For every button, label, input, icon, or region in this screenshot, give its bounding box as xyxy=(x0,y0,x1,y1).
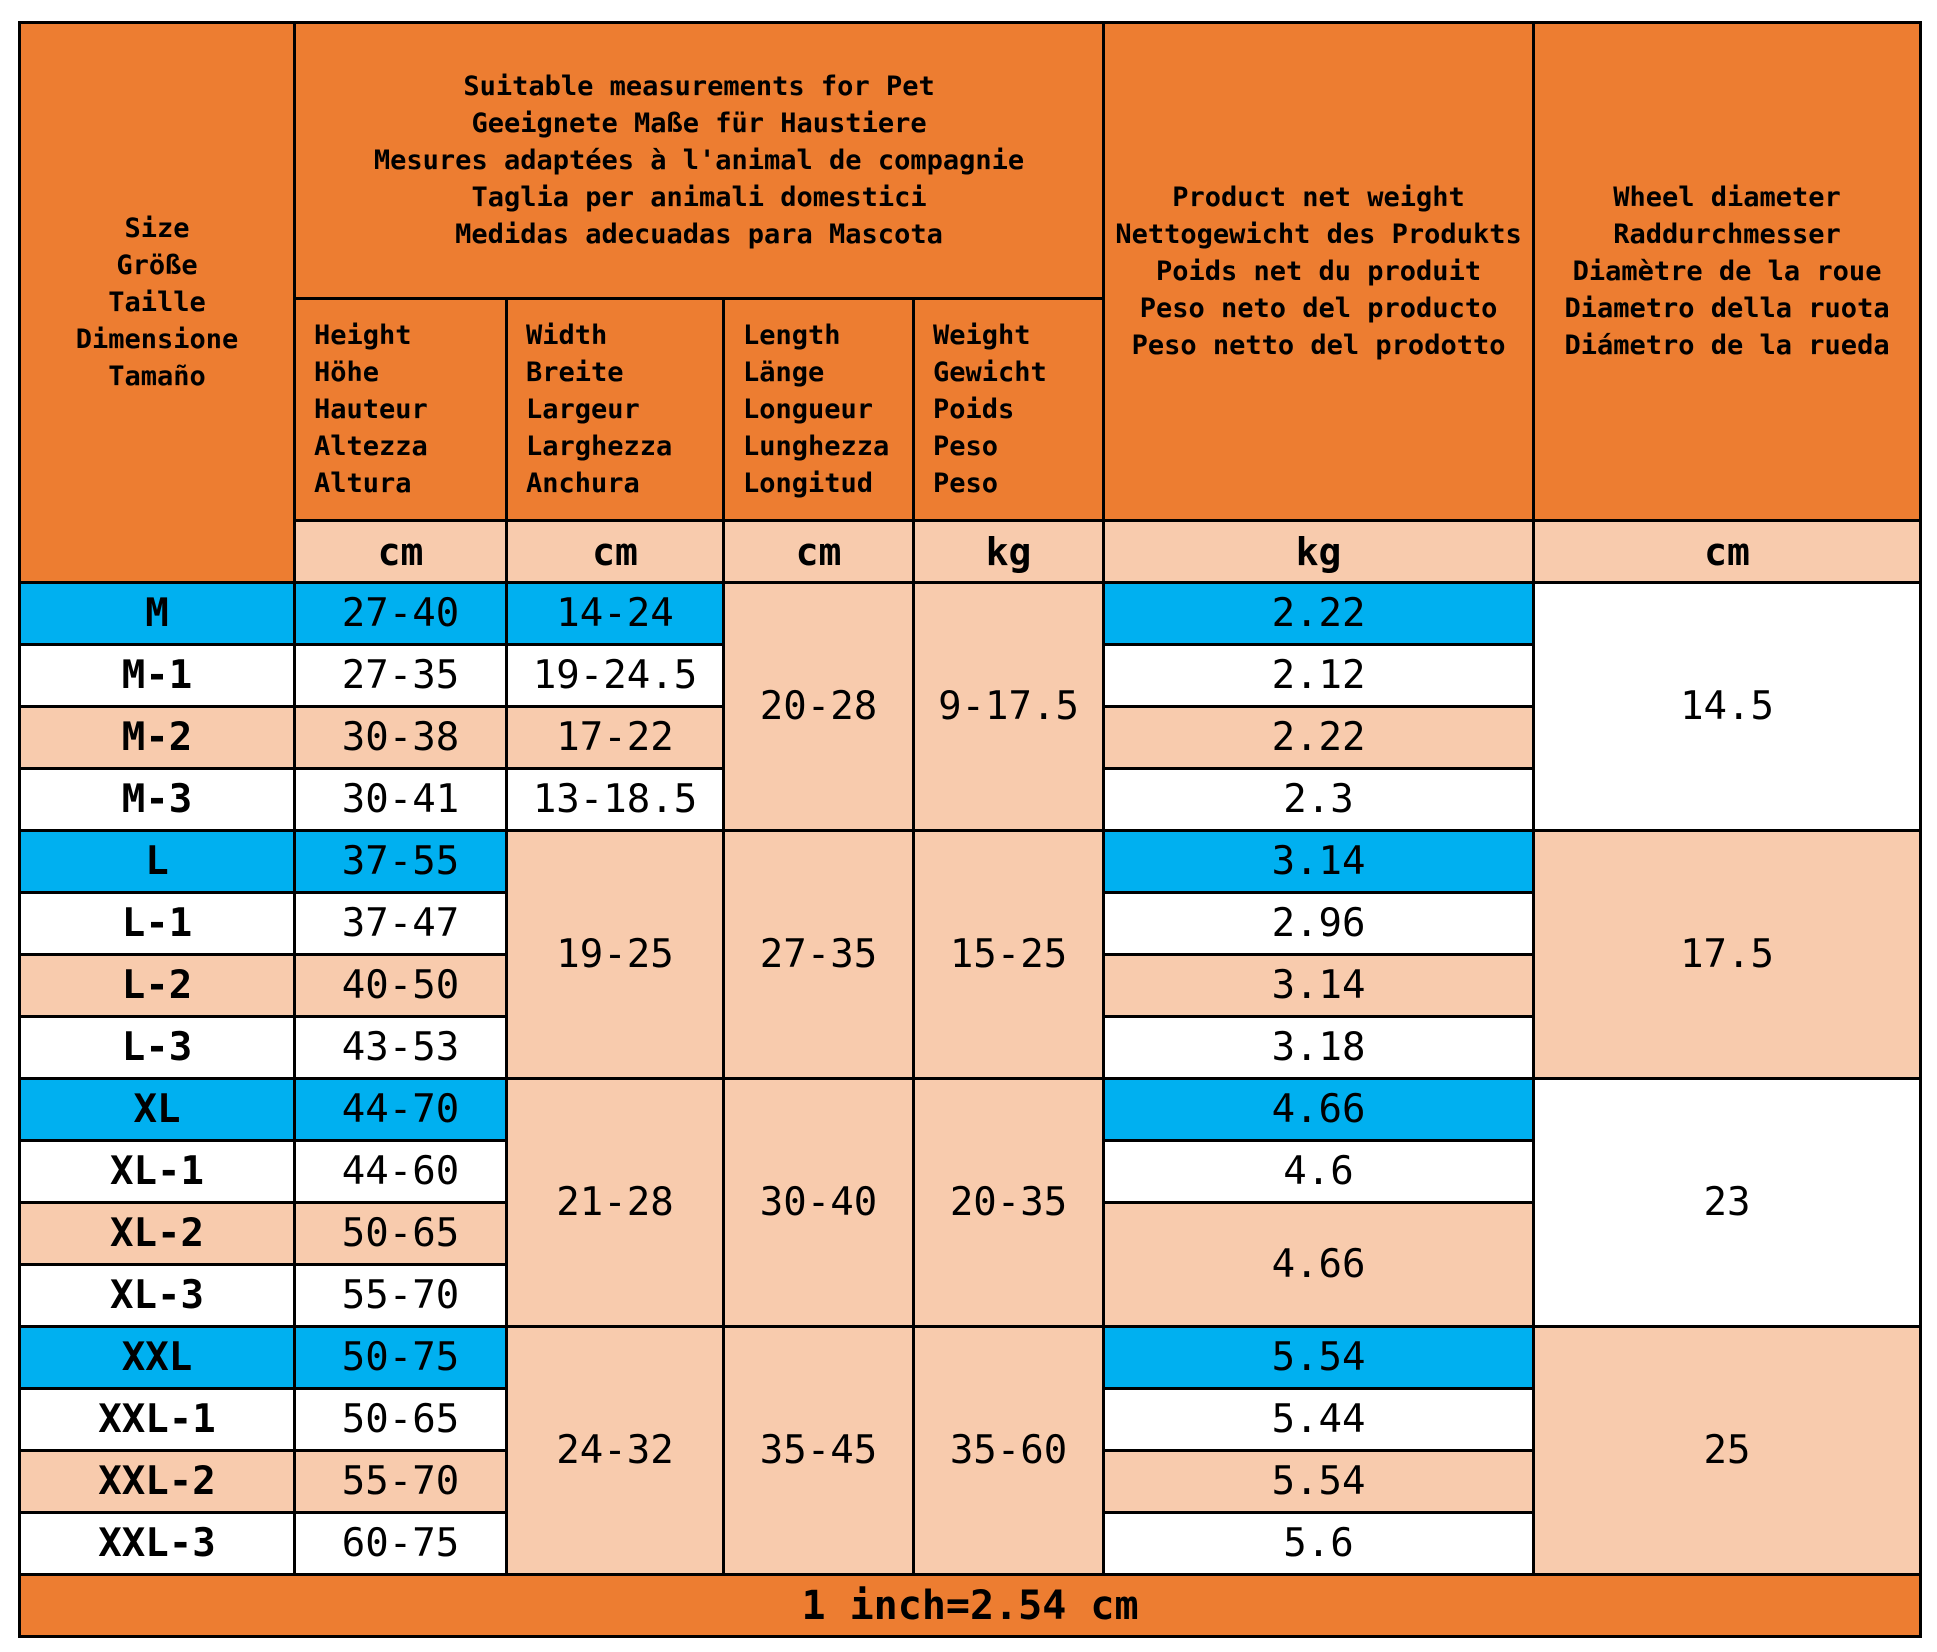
size-cell: XL-3 xyxy=(20,1265,295,1327)
length-header: Length Länge Longueur Lunghezza Longitud xyxy=(724,299,914,521)
width-header: Width Breite Largeur Larghezza Anchura xyxy=(507,299,724,521)
wheel-cell: 25 xyxy=(1534,1327,1921,1575)
length-unit: cm xyxy=(724,521,914,583)
wheel-cell: 23 xyxy=(1534,1079,1921,1327)
size-cell: XL-2 xyxy=(20,1203,295,1265)
height-cell: 30-41 xyxy=(295,769,507,831)
net-weight-cell: 4.66 xyxy=(1104,1203,1534,1327)
net-weight-cell: 2.12 xyxy=(1104,645,1534,707)
wheel-diameter-header: Wheel diameter Raddurchmesser Diamètre de la roue Diametro della ruota Diámetro de la rueda xyxy=(1534,23,1921,521)
wheel-unit: cm xyxy=(1534,521,1921,583)
size-cell: XXL-2 xyxy=(20,1451,295,1513)
height-unit: cm xyxy=(295,521,507,583)
height-cell: 44-60 xyxy=(295,1141,507,1203)
table-row xyxy=(20,583,1921,645)
wheel-cell: 17.5 xyxy=(1534,831,1921,1079)
height-cell: 55-70 xyxy=(295,1451,507,1513)
height-cell: 27-35 xyxy=(295,645,507,707)
width-cell: 19-25 xyxy=(507,831,724,1079)
net-weight-cell: 3.14 xyxy=(1104,831,1534,893)
size-cell: M-1 xyxy=(20,645,295,707)
length-cell: 30-40 xyxy=(724,1079,914,1327)
size-cell: L xyxy=(20,831,295,893)
net-weight-cell: 3.18 xyxy=(1104,1017,1534,1079)
width-cell: 17-22 xyxy=(507,707,724,769)
unit-conversion-footer: 1 inch=2.54 cm xyxy=(20,1575,1921,1637)
size-chart-table xyxy=(18,21,1922,1638)
height-cell: 37-47 xyxy=(295,893,507,955)
height-cell: 27-40 xyxy=(295,583,507,645)
wheel-cell: 14.5 xyxy=(1534,583,1921,831)
weight-header: Weight Gewicht Poids Peso Peso xyxy=(914,299,1104,521)
size-cell: XXL xyxy=(20,1327,295,1389)
height-cell: 40-50 xyxy=(295,955,507,1017)
size-cell: L-2 xyxy=(20,955,295,1017)
net-weight-cell: 2.22 xyxy=(1104,583,1534,645)
size-cell: M-2 xyxy=(20,707,295,769)
net-weight-cell: 2.22 xyxy=(1104,707,1534,769)
length-cell: 20-28 xyxy=(724,583,914,831)
weight-cell: 9-17.5 xyxy=(914,583,1104,831)
height-cell: 50-65 xyxy=(295,1203,507,1265)
size-cell: M xyxy=(20,583,295,645)
size-cell: XXL-3 xyxy=(20,1513,295,1575)
net-weight-cell: 2.96 xyxy=(1104,893,1534,955)
length-cell: 27-35 xyxy=(724,831,914,1079)
size-cell: XL-1 xyxy=(20,1141,295,1203)
net-weight-unit: kg xyxy=(1104,521,1534,583)
size-header: Size Größe Taille Dimensione Tamaño xyxy=(20,23,295,583)
weight-cell: 20-35 xyxy=(914,1079,1104,1327)
size-cell: XL xyxy=(20,1079,295,1141)
net-weight-cell: 5.6 xyxy=(1104,1513,1534,1575)
width-cell: 19-24.5 xyxy=(507,645,724,707)
height-cell: 50-65 xyxy=(295,1389,507,1451)
table-row xyxy=(20,831,1921,893)
width-cell: 14-24 xyxy=(507,583,724,645)
net-weight-cell: 5.54 xyxy=(1104,1451,1534,1513)
size-cell: M-3 xyxy=(20,769,295,831)
net-weight-header: Product net weight Nettogewicht des Produkts Poids net du produit Peso neto del producto Peso netto del prodotto xyxy=(1104,23,1534,521)
width-cell: 13-18.5 xyxy=(507,769,724,831)
height-cell: 55-70 xyxy=(295,1265,507,1327)
height-cell: 43-53 xyxy=(295,1017,507,1079)
height-header: Height Höhe Hauteur Altezza Altura xyxy=(295,299,507,521)
width-cell: 21-28 xyxy=(507,1079,724,1327)
table-row xyxy=(20,1079,1921,1141)
height-cell: 30-38 xyxy=(295,707,507,769)
weight-cell: 15-25 xyxy=(914,831,1104,1079)
width-cell: 24-32 xyxy=(507,1327,724,1575)
weight-cell: 35-60 xyxy=(914,1327,1104,1575)
height-cell: 50-75 xyxy=(295,1327,507,1389)
net-weight-cell: 5.54 xyxy=(1104,1327,1534,1389)
measurements-header: Suitable measurements for Pet Geeignete Maße für Haustiere Mesures adaptées à l'animal de compagnie Taglia per animali domestici Medidas adecuadas para Mascota xyxy=(295,23,1104,299)
weight-unit: kg xyxy=(914,521,1104,583)
size-cell: L-3 xyxy=(20,1017,295,1079)
net-weight-cell: 4.6 xyxy=(1104,1141,1534,1203)
height-cell: 60-75 xyxy=(295,1513,507,1575)
net-weight-cell: 3.14 xyxy=(1104,955,1534,1017)
size-cell: XXL-1 xyxy=(20,1389,295,1451)
height-cell: 37-55 xyxy=(295,831,507,893)
net-weight-cell: 5.44 xyxy=(1104,1389,1534,1451)
width-unit: cm xyxy=(507,521,724,583)
length-cell: 35-45 xyxy=(724,1327,914,1575)
height-cell: 44-70 xyxy=(295,1079,507,1141)
size-cell: L-1 xyxy=(20,893,295,955)
net-weight-cell: 2.3 xyxy=(1104,769,1534,831)
net-weight-cell: 4.66 xyxy=(1104,1079,1534,1141)
table-row xyxy=(20,1327,1921,1389)
